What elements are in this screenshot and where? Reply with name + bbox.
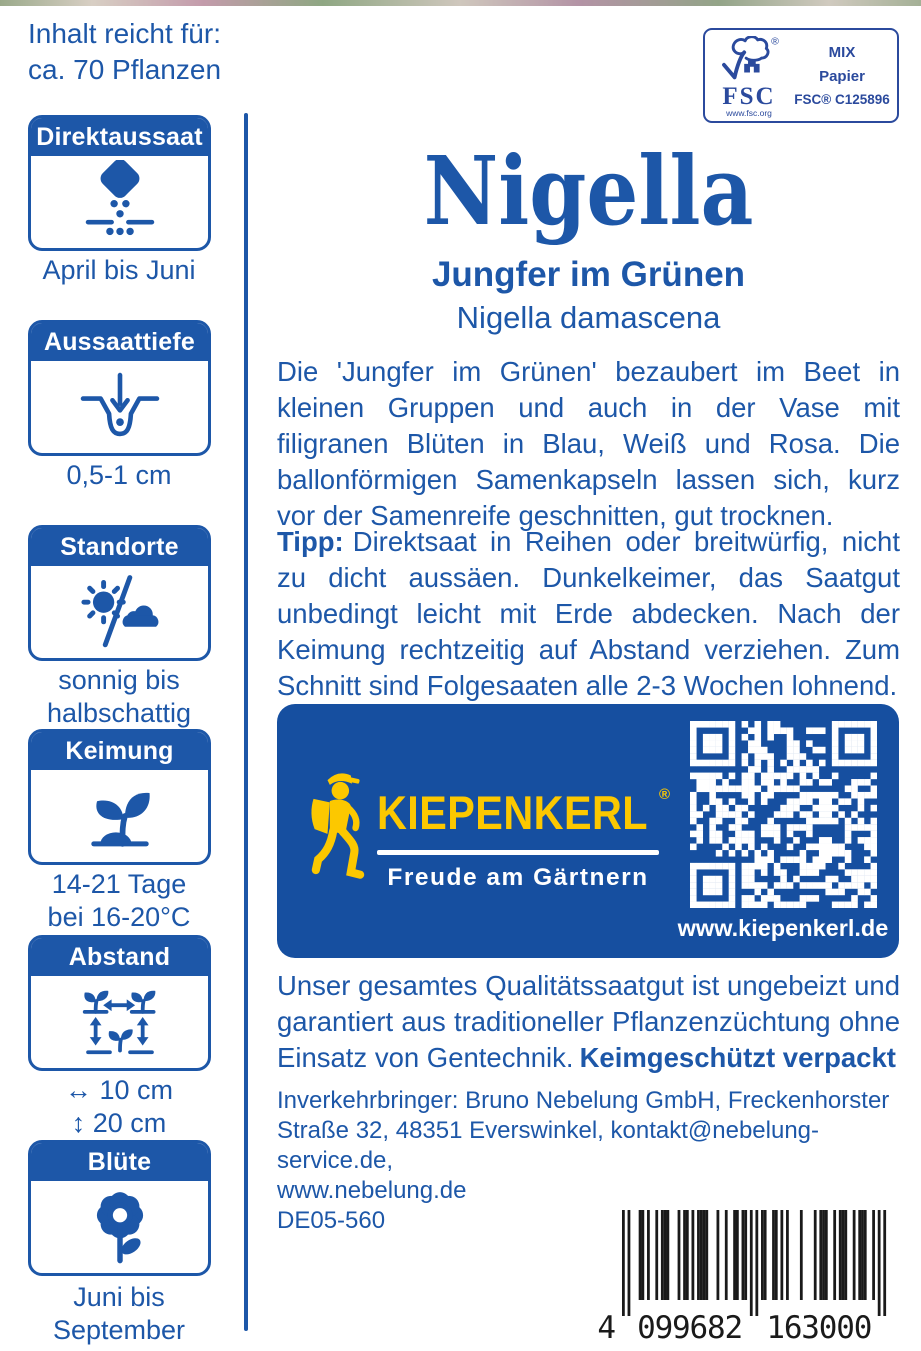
info-box-aussaattiefe-label: Aussaattiefe	[31, 323, 208, 361]
info-box-direktaussaat	[28, 115, 211, 251]
keimung-caption: 14-21 Tage bei 16-20°C	[47, 869, 191, 932]
qr-code	[690, 721, 877, 908]
svg-text:4: 4	[598, 1310, 616, 1344]
plant-spacing-icon	[74, 980, 166, 1064]
svg-text:099682: 099682	[637, 1310, 744, 1344]
content-note-line2: ca. 70 Pflanzen	[28, 54, 222, 85]
standorte-caption: sonnig bis halbschattig	[46, 665, 192, 728]
bluete-caption: Juni bis September	[52, 1282, 186, 1345]
product-title: Nigella	[423, 136, 754, 247]
seed-packet-icon	[77, 160, 163, 244]
info-box-standorte-label: Standorte	[31, 528, 208, 566]
fsc-label	[703, 28, 899, 123]
brand-registered-mark: ®	[658, 786, 670, 803]
description-paragraph: Die 'Jungfer im Grünen' bezaubert im Beet in kleinen Gruppen und auch in der Vase mit filigranen Blüten in Blau, Weiß und Rosa. Die ballonförmigen Samenkapseln lassen sich, kurz vor der Samenreife geschnitten, gut trocknen.	[277, 356, 900, 531]
info-box-keimung	[28, 729, 211, 865]
brand-divider-rule	[377, 850, 659, 855]
quality-text: Unser gesamtes Qualitätssaatgut ist ungebeizt und garantiert aus traditioneller Pflanzenzüchtung ohne Einsatz von Gentechnik.	[277, 970, 900, 1073]
info-box-abstand-label: Abstand	[31, 938, 208, 976]
tip-label: Tipp:	[277, 526, 344, 557]
distributor-line: www.nebelung.de	[277, 1177, 467, 1204]
distributor-line: Inverkehrbringer: Bruno Nebelung GmbH, Freckenhorster	[277, 1087, 890, 1114]
content-note	[28, 16, 221, 88]
sun-cloud-icon	[75, 571, 165, 653]
info-box-direktaussaat-label: Direktaussaat	[31, 118, 208, 156]
tip-paragraph	[277, 524, 900, 704]
fsc-acronym: FSC	[722, 82, 776, 110]
product-subtitle: Jungfer im Grünen	[431, 255, 746, 294]
brand-wordmark	[377, 788, 685, 838]
brand-slogan: Freude am Gärtnern	[387, 864, 649, 891]
svg-text:®: ®	[771, 35, 779, 48]
info-box-aussaattiefe	[28, 320, 211, 456]
quality-paragraph	[277, 968, 900, 1076]
abstand-caption: ↔ 10 cm ↕ 20 cm	[64, 1075, 174, 1138]
photo-edge-strip	[0, 0, 921, 6]
info-box-standorte	[28, 525, 211, 661]
fsc-mix-label: MIX	[828, 44, 856, 61]
flower-icon	[76, 1185, 164, 1269]
brand-website: www.kiepenkerl.de	[677, 915, 889, 941]
content-note-line1: Inhalt reicht für:	[28, 18, 221, 49]
info-box-bluete-label: Blüte	[31, 1143, 208, 1181]
distributor-line: Straße 32, 48351 Everswinkel, kontakt@nebelung-service.de,	[277, 1117, 820, 1174]
fsc-tree-icon	[718, 36, 780, 86]
fsc-url: www.fsc.org	[726, 107, 772, 118]
sowing-depth-icon	[76, 365, 164, 449]
brand-name: KIEPENKERL	[377, 786, 648, 839]
fsc-license-code: FSC® C125896	[794, 92, 890, 107]
fsc-paper-label: Papier	[819, 68, 865, 85]
kiepenkerl-mascot-icon	[303, 766, 373, 890]
tip-text: Direktsaat in Reihen oder breitwürfig, nicht zu dicht aussäen. Dunkelkeimer, das Saatgut unbedingt leicht mit Erde abdecken. Nach der Keimung rechtzeitig auf Abstand verziehen. Zum Schnitt sind Folgesaaten alle 2-3 Wochen lohnend.	[277, 526, 900, 701]
info-box-abstand	[28, 935, 211, 1071]
info-box-bluete	[28, 1140, 211, 1276]
direktaussaat-caption: April bis Juni	[42, 255, 196, 285]
botanical-name: Nigella damascena	[456, 300, 721, 335]
column-divider	[244, 113, 248, 1331]
aussaattiefe-caption: 0,5-1 cm	[66, 460, 172, 490]
seedling-icon	[75, 775, 165, 857]
svg-text:163000: 163000	[766, 1310, 873, 1344]
distributor-code: DE05-560	[277, 1207, 386, 1234]
kiepenkerl-brand-panel	[277, 704, 899, 958]
quality-bold: Keimgeschützt verpackt	[579, 1042, 896, 1073]
ean-barcode	[598, 1210, 894, 1349]
info-box-keimung-label: Keimung	[31, 732, 208, 770]
